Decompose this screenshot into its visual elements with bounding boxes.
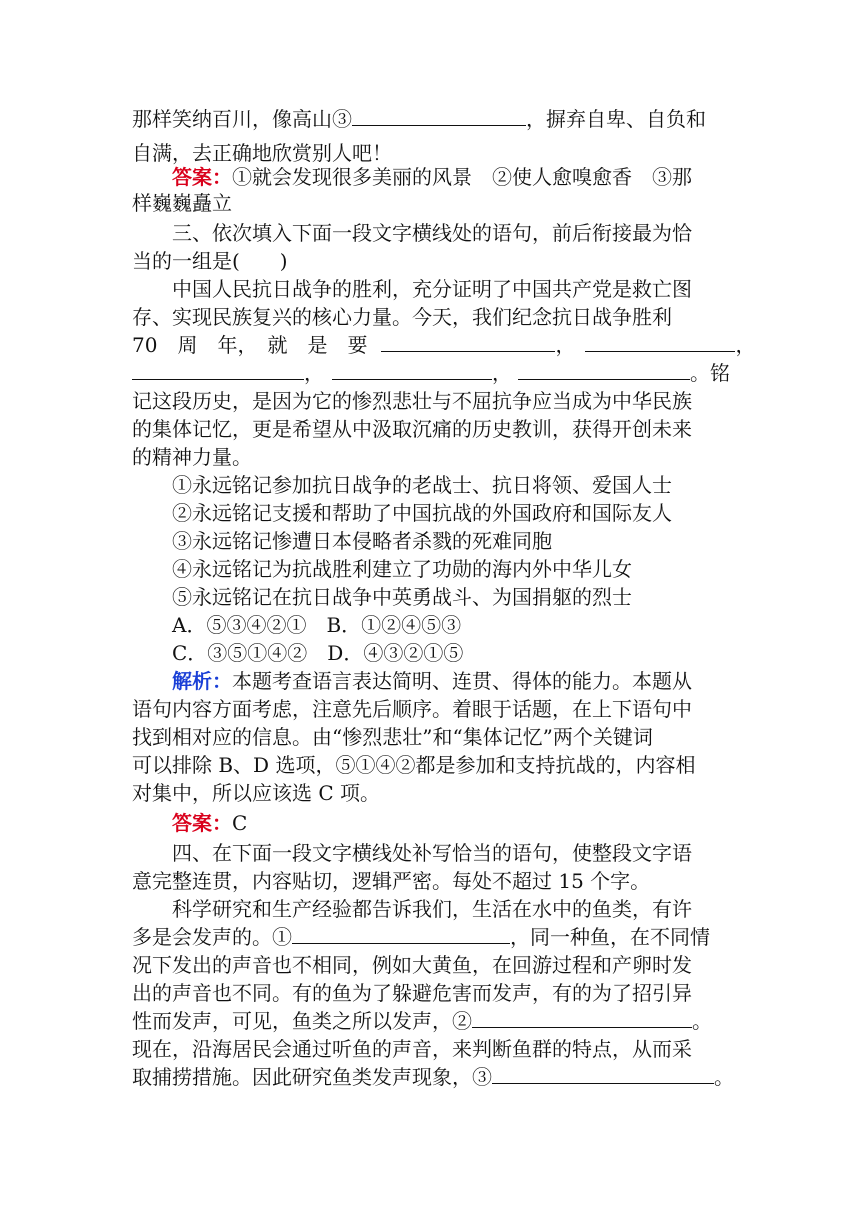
passage-line: 多是会发声的。① ，同一种鱼，在不同情 (132, 925, 710, 949)
analysis-line: 对集中，所以应该选 C 项。 (132, 781, 381, 805)
passage-line: 出的声音也不同。有的鱼为了躲避危害而发声，有的为了招引异 (132, 981, 692, 1005)
option-item: ④永远铭记为抗战胜利建立了功勋的海内外中华儿女 (172, 557, 632, 581)
answer-blank (585, 331, 735, 352)
question-3-title: 当的一组是( ) (132, 249, 288, 273)
answer-blank (132, 359, 304, 380)
passage-line: 性而发声，可见，鱼类之所以发声，② 。 (132, 1009, 712, 1033)
passage-line: 况下发出的声音也不相同，例如大黄鱼，在回游过程和产卵时发 (132, 953, 692, 977)
question-3-title: 三、依次填入下面一段文字横线处的语句，前后衔接最为恰 (172, 221, 692, 245)
answer-blank (381, 331, 555, 352)
answer-blank (518, 359, 690, 380)
option-item: ⑤永远铭记在抗日战争中英勇战斗、为国捐躯的烈士 (172, 585, 632, 609)
text-line: 那样笑纳百川，像高山③ ，摒弃自卑、自负和 (132, 107, 706, 131)
passage-line: 存、实现民族复兴的核心力量。今天，我们纪念抗日战争胜利 (132, 305, 672, 329)
passage-line: 科学研究和生产经验都告诉我们，生活在水中的鱼类，有许 (172, 897, 692, 921)
passage-line: 70 周 年， 就 是 要 ， ， (132, 333, 756, 357)
passage-line: 的精神力量。 (132, 445, 252, 469)
question-4-title: 意完整连贯，内容贴切，逻辑严密。每处不超过 15 个字。 (132, 869, 651, 893)
option-item: ①永远铭记参加抗日战争的老战士、抗日将领、爱国人士 (172, 473, 672, 497)
answer-blank (332, 359, 492, 380)
text-line: 自满，去正确地欣赏别人吧！ (132, 141, 392, 165)
answer-line: 答案：C (172, 811, 248, 835)
question-4-title: 四、在下面一段文字横线处补写恰当的语句，使整段文字语 (172, 841, 692, 865)
passage-line: 的集体记忆，更是希望从中汲取沉痛的历史教训，获得开创未来 (132, 417, 692, 441)
passage-line: 记这段历史，是因为它的惨烈悲壮与不屈抗争应当成为中华民族 (132, 389, 692, 413)
passage-line: 取捕捞措施。因此研究鱼类发声现象，③ 。 (132, 1065, 734, 1089)
passage-line: ， ， 。铭 (132, 356, 732, 390)
analysis-label: 解析： (172, 669, 232, 693)
choice-row: A．⑤③④②① B．①②④⑤③ (172, 613, 462, 637)
analysis-line: 可以排除 B、D 选项，⑤①④②都是参加和支持抗战的，内容相 (132, 753, 696, 777)
answer-blank (472, 1007, 692, 1028)
answer-blank (292, 923, 510, 944)
answer-label: 答案： (172, 165, 232, 189)
choice-row: C．③⑤①④② D．④③②①⑤ (172, 641, 464, 665)
answer-blank (492, 1063, 714, 1084)
passage-line: 现在，沿海居民会通过听鱼的声音，来判断鱼群的特点，从而采 (132, 1037, 692, 1061)
analysis-line: 语句内容方面考虑，注意先后顺序。着眼于话题，在上下语句中 (132, 697, 692, 721)
passage-line: 中国人民抗日战争的胜利，充分证明了中国共产党是救亡图 (172, 277, 692, 301)
analysis-line: 解析：本题考查语言表达简明、连贯、得体的能力。本题从 (172, 669, 692, 693)
answer-label: 答案： (172, 811, 232, 835)
option-item: ②永远铭记支援和帮助了中国抗战的外国政府和国际友人 (172, 501, 672, 525)
answer-line: 答案：①就会发现很多美丽的风景 ②使人愈嗅愈香 ③那 (172, 165, 692, 189)
text-line: 样巍巍矗立 (132, 191, 232, 215)
answer-blank (352, 105, 526, 126)
analysis-line: 找到相对应的信息。由“惨烈悲壮”和“集体记忆”两个关键词 (132, 725, 653, 749)
option-item: ③永远铭记惨遭日本侵略者杀戮的死难同胞 (172, 529, 552, 553)
